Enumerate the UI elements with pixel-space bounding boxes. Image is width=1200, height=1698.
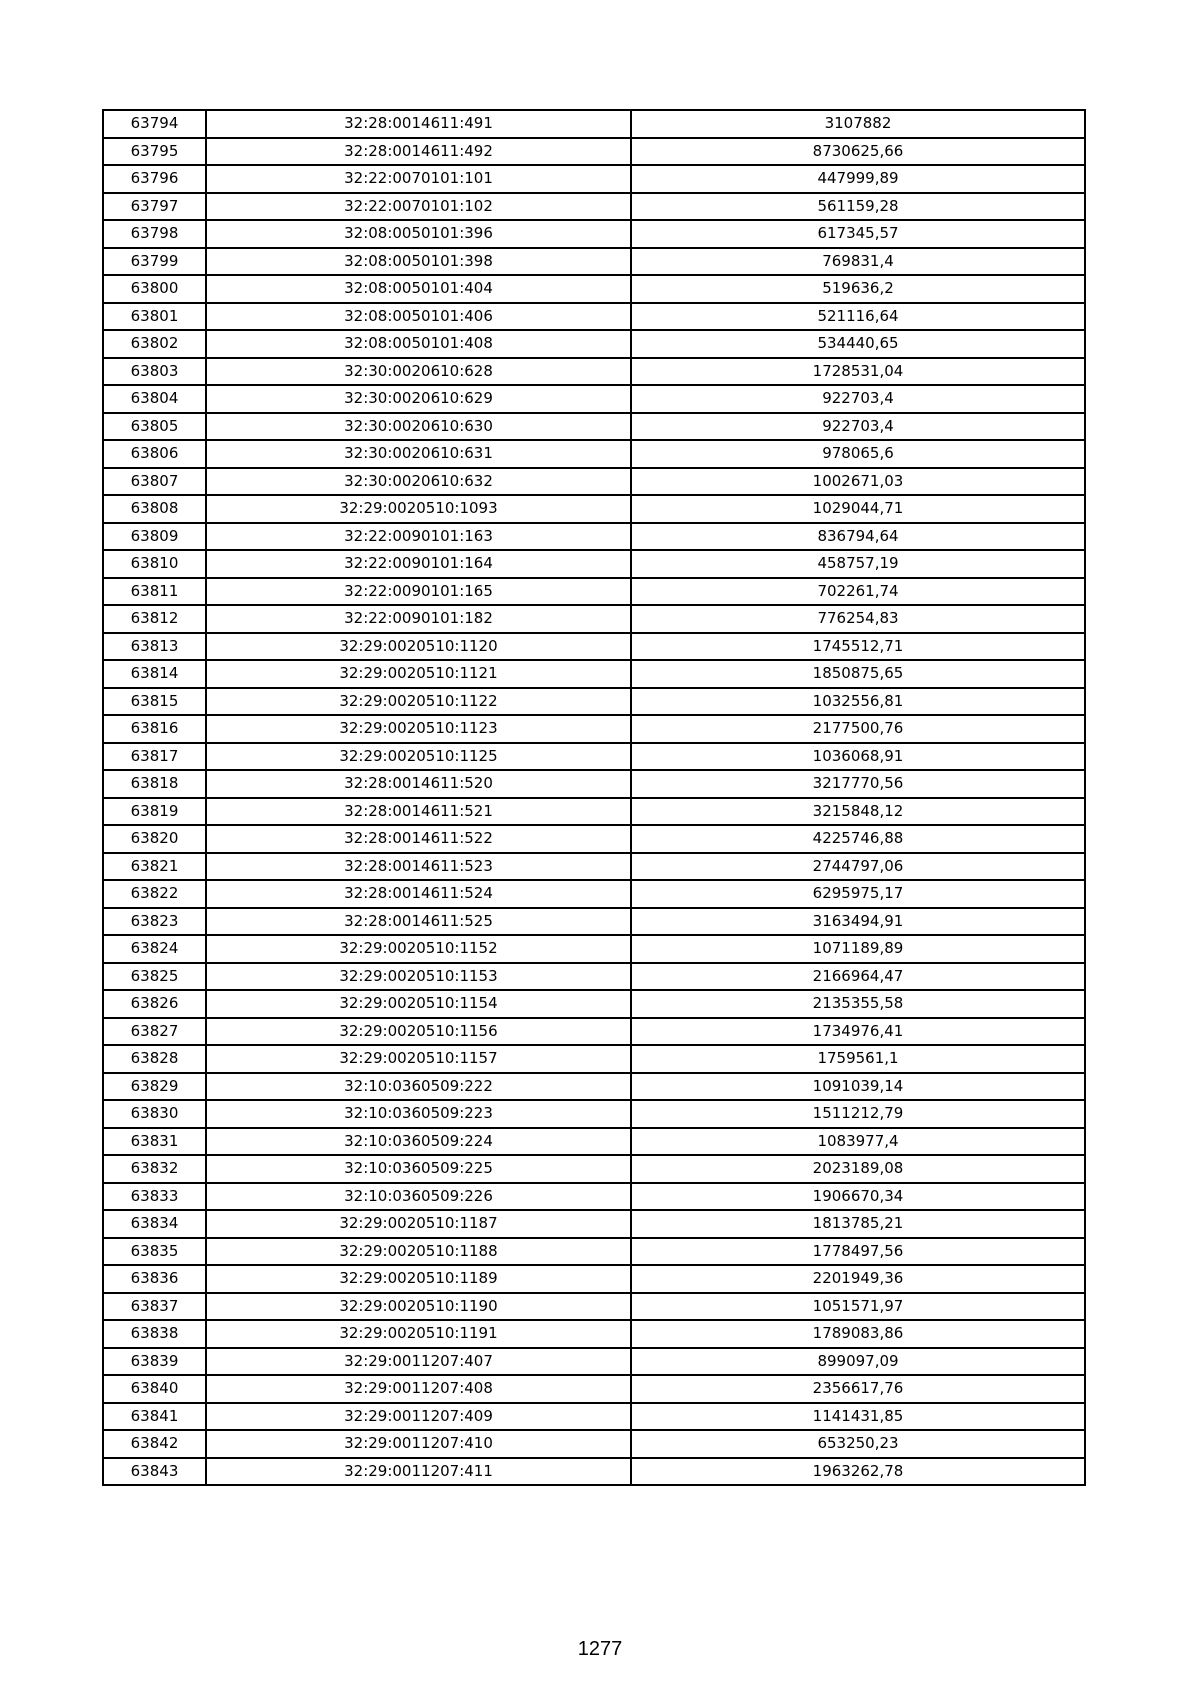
table-row [103, 1100, 1085, 1128]
cadastral-number-cell: 32:29:0020510:1125 [206, 743, 631, 771]
row-number-cell: 63824 [103, 935, 206, 963]
table-row [103, 605, 1085, 633]
row-number-cell: 63843 [103, 1458, 206, 1486]
row-number-cell: 63806 [103, 440, 206, 468]
value-cell: 3217770,56 [631, 770, 1085, 798]
row-number-cell: 63818 [103, 770, 206, 798]
cadastral-number-cell: 32:30:0020610:630 [206, 413, 631, 441]
row-number-cell: 63819 [103, 798, 206, 826]
table-row [103, 963, 1085, 991]
value-cell: 447999,89 [631, 165, 1085, 193]
value-cell: 561159,28 [631, 193, 1085, 221]
cadastral-number-cell: 32:29:0020510:1153 [206, 963, 631, 991]
value-cell: 1051571,97 [631, 1293, 1085, 1321]
row-number-cell: 63839 [103, 1348, 206, 1376]
row-number-cell: 63830 [103, 1100, 206, 1128]
value-cell: 534440,65 [631, 330, 1085, 358]
row-number-cell: 63803 [103, 358, 206, 386]
cadastral-number-cell: 32:28:0014611:520 [206, 770, 631, 798]
value-cell: 1091039,14 [631, 1073, 1085, 1101]
value-cell: 4225746,88 [631, 825, 1085, 853]
cadastral-number-cell: 32:29:0020510:1156 [206, 1018, 631, 1046]
cadastral-number-cell: 32:08:0050101:404 [206, 275, 631, 303]
value-cell: 1141431,85 [631, 1403, 1085, 1431]
table-row [103, 1430, 1085, 1458]
row-number-cell: 63809 [103, 523, 206, 551]
value-cell: 922703,4 [631, 413, 1085, 441]
cadastral-number-cell: 32:29:0011207:407 [206, 1348, 631, 1376]
table-row [103, 165, 1085, 193]
cadastral-number-cell: 32:22:0090101:165 [206, 578, 631, 606]
cadastral-number-cell: 32:29:0011207:408 [206, 1375, 631, 1403]
table-row [103, 110, 1085, 138]
cadastral-number-cell: 32:29:0020510:1093 [206, 495, 631, 523]
cadastral-number-cell: 32:29:0011207:409 [206, 1403, 631, 1431]
row-number-cell: 63828 [103, 1045, 206, 1073]
cadastral-number-cell: 32:29:0020510:1188 [206, 1238, 631, 1266]
value-cell: 2135355,58 [631, 990, 1085, 1018]
value-cell: 1511212,79 [631, 1100, 1085, 1128]
cadastral-number-cell: 32:10:0360509:224 [206, 1128, 631, 1156]
row-number-cell: 63802 [103, 330, 206, 358]
value-cell: 1850875,65 [631, 660, 1085, 688]
table-row [103, 1128, 1085, 1156]
row-number-cell: 63840 [103, 1375, 206, 1403]
row-number-cell: 63838 [103, 1320, 206, 1348]
row-number-cell: 63811 [103, 578, 206, 606]
row-number-cell: 63823 [103, 908, 206, 936]
row-number-cell: 63810 [103, 550, 206, 578]
row-number-cell: 63825 [103, 963, 206, 991]
value-cell: 1032556,81 [631, 688, 1085, 716]
value-cell: 1759561,1 [631, 1045, 1085, 1073]
cadastral-number-cell: 32:28:0014611:524 [206, 880, 631, 908]
row-number-cell: 63841 [103, 1403, 206, 1431]
cadastral-number-cell: 32:10:0360509:226 [206, 1183, 631, 1211]
value-cell: 519636,2 [631, 275, 1085, 303]
table-row [103, 248, 1085, 276]
table-row [103, 1018, 1085, 1046]
cadastral-number-cell: 32:29:0020510:1157 [206, 1045, 631, 1073]
table-row [103, 1265, 1085, 1293]
value-cell: 836794,64 [631, 523, 1085, 551]
cadastral-number-cell: 32:28:0014611:522 [206, 825, 631, 853]
cadastral-number-cell: 32:29:0020510:1152 [206, 935, 631, 963]
table-body [103, 110, 1085, 1485]
value-cell: 2744797,06 [631, 853, 1085, 881]
cadastral-number-cell: 32:29:0020510:1120 [206, 633, 631, 661]
row-number-cell: 63805 [103, 413, 206, 441]
cadastral-number-cell: 32:29:0020510:1187 [206, 1210, 631, 1238]
cadastral-number-cell: 32:29:0020510:1154 [206, 990, 631, 1018]
row-number-cell: 63835 [103, 1238, 206, 1266]
table-row [103, 798, 1085, 826]
table-row [103, 770, 1085, 798]
table-row [103, 1458, 1085, 1486]
row-number-cell: 63826 [103, 990, 206, 1018]
value-cell: 3107882 [631, 110, 1085, 138]
table-row [103, 358, 1085, 386]
table-row [103, 825, 1085, 853]
cadastral-number-cell: 32:28:0014611:492 [206, 138, 631, 166]
row-number-cell: 63804 [103, 385, 206, 413]
value-cell: 8730625,66 [631, 138, 1085, 166]
table-row [103, 1403, 1085, 1431]
row-number-cell: 63814 [103, 660, 206, 688]
row-number-cell: 63800 [103, 275, 206, 303]
table-row [103, 330, 1085, 358]
table-row [103, 523, 1085, 551]
table-row [103, 935, 1085, 963]
value-cell: 1728531,04 [631, 358, 1085, 386]
row-number-cell: 63816 [103, 715, 206, 743]
cadastral-number-cell: 32:30:0020610:629 [206, 385, 631, 413]
cadastral-number-cell: 32:29:0020510:1121 [206, 660, 631, 688]
value-cell: 653250,23 [631, 1430, 1085, 1458]
row-number-cell: 63820 [103, 825, 206, 853]
table-row [103, 275, 1085, 303]
row-number-cell: 63831 [103, 1128, 206, 1156]
value-cell: 1734976,41 [631, 1018, 1085, 1046]
page-number: 1277 [577, 1638, 623, 1660]
row-number-cell: 63797 [103, 193, 206, 221]
table-row [103, 220, 1085, 248]
cadastral-number-cell: 32:10:0360509:222 [206, 1073, 631, 1101]
value-cell: 1789083,86 [631, 1320, 1085, 1348]
table-row [103, 385, 1085, 413]
cadastral-number-cell: 32:29:0020510:1122 [206, 688, 631, 716]
value-cell: 1029044,71 [631, 495, 1085, 523]
row-number-cell: 63827 [103, 1018, 206, 1046]
row-number-cell: 63799 [103, 248, 206, 276]
value-cell: 1745512,71 [631, 633, 1085, 661]
row-number-cell: 63817 [103, 743, 206, 771]
value-cell: 3215848,12 [631, 798, 1085, 826]
table-row [103, 1320, 1085, 1348]
row-number-cell: 63796 [103, 165, 206, 193]
row-number-cell: 63815 [103, 688, 206, 716]
value-cell: 702261,74 [631, 578, 1085, 606]
cadastral-number-cell: 32:22:0090101:164 [206, 550, 631, 578]
row-number-cell: 63812 [103, 605, 206, 633]
cadastral-number-cell: 32:22:0070101:101 [206, 165, 631, 193]
cadastral-value-table [102, 109, 1086, 1486]
table-row [103, 1073, 1085, 1101]
table-row [103, 688, 1085, 716]
value-cell: 776254,83 [631, 605, 1085, 633]
row-number-cell: 63833 [103, 1183, 206, 1211]
value-cell: 1813785,21 [631, 1210, 1085, 1238]
value-cell: 1778497,56 [631, 1238, 1085, 1266]
cadastral-number-cell: 32:30:0020610:632 [206, 468, 631, 496]
cadastral-number-cell: 32:30:0020610:631 [206, 440, 631, 468]
value-cell: 2201949,36 [631, 1265, 1085, 1293]
value-cell: 617345,57 [631, 220, 1085, 248]
table-row [103, 880, 1085, 908]
value-cell: 1036068,91 [631, 743, 1085, 771]
row-number-cell: 63829 [103, 1073, 206, 1101]
table-row [103, 193, 1085, 221]
row-number-cell: 63842 [103, 1430, 206, 1458]
value-cell: 769831,4 [631, 248, 1085, 276]
cadastral-number-cell: 32:22:0090101:163 [206, 523, 631, 551]
cadastral-number-cell: 32:08:0050101:408 [206, 330, 631, 358]
cadastral-number-cell: 32:08:0050101:396 [206, 220, 631, 248]
table-row [103, 908, 1085, 936]
table-row [103, 468, 1085, 496]
cadastral-number-cell: 32:28:0014611:525 [206, 908, 631, 936]
cadastral-number-cell: 32:22:0070101:102 [206, 193, 631, 221]
row-number-cell: 63837 [103, 1293, 206, 1321]
table-row [103, 1183, 1085, 1211]
row-number-cell: 63821 [103, 853, 206, 881]
table-row [103, 495, 1085, 523]
cadastral-number-cell: 32:29:0020510:1190 [206, 1293, 631, 1321]
row-number-cell: 63795 [103, 138, 206, 166]
row-number-cell: 63808 [103, 495, 206, 523]
value-cell: 521116,64 [631, 303, 1085, 331]
row-number-cell: 63813 [103, 633, 206, 661]
table-row [103, 853, 1085, 881]
value-cell: 978065,6 [631, 440, 1085, 468]
value-cell: 1083977,4 [631, 1128, 1085, 1156]
cadastral-number-cell: 32:28:0014611:523 [206, 853, 631, 881]
table-row [103, 578, 1085, 606]
cadastral-number-cell: 32:22:0090101:182 [206, 605, 631, 633]
table-row [103, 1348, 1085, 1376]
table-row [103, 633, 1085, 661]
table-row [103, 660, 1085, 688]
cadastral-number-cell: 32:28:0014611:521 [206, 798, 631, 826]
table-row [103, 440, 1085, 468]
table-row [103, 1293, 1085, 1321]
value-cell: 1071189,89 [631, 935, 1085, 963]
table-row [103, 413, 1085, 441]
value-cell: 2177500,76 [631, 715, 1085, 743]
row-number-cell: 63807 [103, 468, 206, 496]
cadastral-number-cell: 32:28:0014611:491 [206, 110, 631, 138]
table-row [103, 715, 1085, 743]
value-cell: 2356617,76 [631, 1375, 1085, 1403]
value-cell: 458757,19 [631, 550, 1085, 578]
table-row [103, 1238, 1085, 1266]
cadastral-number-cell: 32:08:0050101:406 [206, 303, 631, 331]
value-cell: 3163494,91 [631, 908, 1085, 936]
table-row [103, 138, 1085, 166]
cadastral-number-cell: 32:29:0020510:1191 [206, 1320, 631, 1348]
row-number-cell: 63836 [103, 1265, 206, 1293]
value-cell: 1963262,78 [631, 1458, 1085, 1486]
cadastral-number-cell: 32:29:0011207:411 [206, 1458, 631, 1486]
row-number-cell: 63832 [103, 1155, 206, 1183]
table-row [103, 1155, 1085, 1183]
table-row [103, 1210, 1085, 1238]
value-cell: 2023189,08 [631, 1155, 1085, 1183]
cadastral-number-cell: 32:30:0020610:628 [206, 358, 631, 386]
value-cell: 899097,09 [631, 1348, 1085, 1376]
value-cell: 2166964,47 [631, 963, 1085, 991]
row-number-cell: 63822 [103, 880, 206, 908]
row-number-cell: 63834 [103, 1210, 206, 1238]
cadastral-number-cell: 32:10:0360509:223 [206, 1100, 631, 1128]
cadastral-number-cell: 32:29:0011207:410 [206, 1430, 631, 1458]
cadastral-number-cell: 32:29:0020510:1123 [206, 715, 631, 743]
value-cell: 6295975,17 [631, 880, 1085, 908]
cadastral-number-cell: 32:10:0360509:225 [206, 1155, 631, 1183]
table-row [103, 990, 1085, 1018]
value-cell: 1906670,34 [631, 1183, 1085, 1211]
row-number-cell: 63798 [103, 220, 206, 248]
row-number-cell: 63801 [103, 303, 206, 331]
cadastral-number-cell: 32:08:0050101:398 [206, 248, 631, 276]
table-row [103, 303, 1085, 331]
row-number-cell: 63794 [103, 110, 206, 138]
value-cell: 1002671,03 [631, 468, 1085, 496]
table-row [103, 1045, 1085, 1073]
cadastral-number-cell: 32:29:0020510:1189 [206, 1265, 631, 1293]
table-row [103, 550, 1085, 578]
table-row [103, 743, 1085, 771]
value-cell: 922703,4 [631, 385, 1085, 413]
table-row [103, 1375, 1085, 1403]
